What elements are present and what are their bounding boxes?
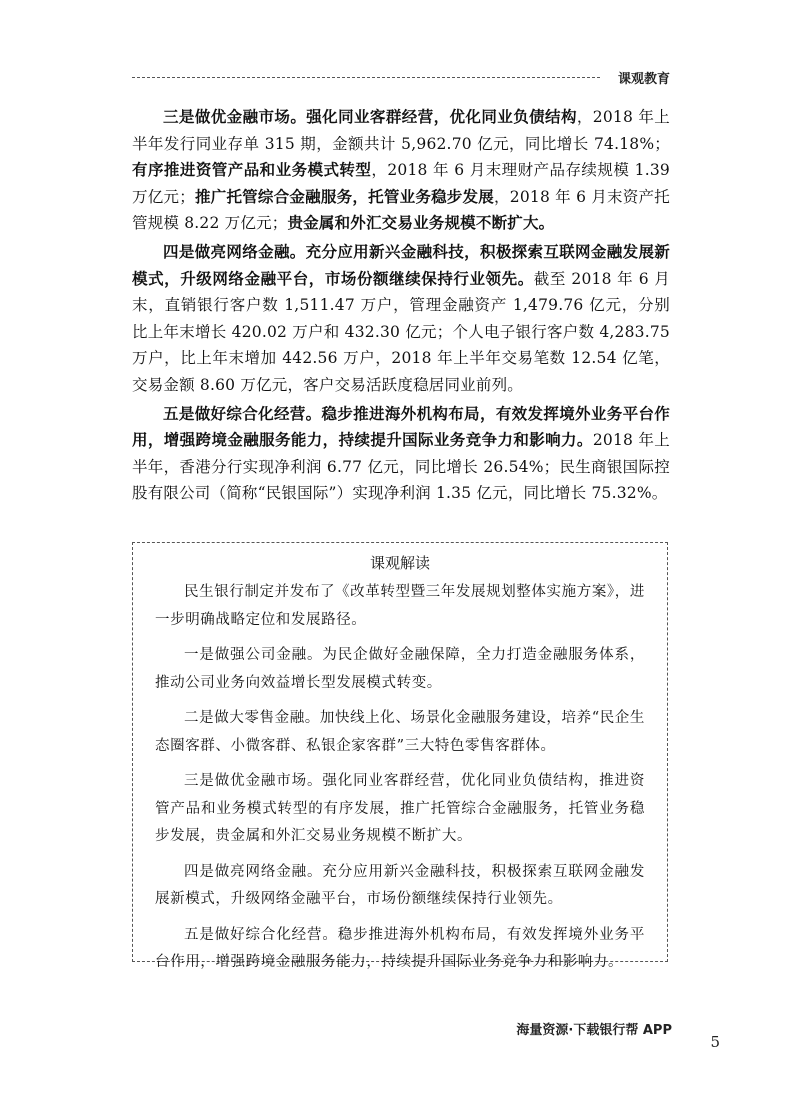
footer-promo-text: 海量资源·下载银行帮 APP: [516, 1023, 672, 1038]
para-segment: ，2018 年 6 月末资产托管规模 8.22 万亿元；: [132, 187, 670, 233]
para-segment: 贵金属和外汇交易业务规模不断扩大。: [287, 214, 555, 233]
interpretation-title: 课观解读: [369, 554, 430, 572]
interpretation-paragraph: 五是做好综合化经营。稳步推进海外机构布局，有效发挥境外业务平台作用，增强跨境金融服务能力，持续提升国际业务竞争力和影响力。: [155, 926, 645, 970]
para-segment: ，2018 年上半年发行同业存单 315 期，金额共计 5,962.70 亿元，同比增长 74.18%；: [132, 108, 671, 153]
para-segment: 2018 年上半年，香港分行实现净利润 6.77 亿元，同比增长 26.54%；民生商银国际控股有限公司（简称“民银国际”）实现净利润 1.35 亿元，同比增长 75.32%。: [132, 431, 670, 503]
para-segment: 五是做好综合化经营。稳步推进海外机构布局，有效发挥境外业务平台作用，增强跨境金融服务能力，持续提升国际业务竞争力和影响力。: [132, 404, 670, 450]
interpretation-paragraph: 二是做大零售金融。加快线上化、场景化金融服务建设，培养“民企生态圈客群、小微客群、私银企家客群”三大特色零售客群体。: [155, 710, 646, 754]
header-dashed-rule: [132, 77, 600, 78]
interpretation-paragraph: 三是做优金融市场。强化同业客群经营，优化同业负债结构，推进资管产品和业务模式转型的有序发展，推广托管综合金融服务，托管业务稳步发展，贵金属和外汇交易业务规模不断扩大。: [155, 773, 645, 844]
interpretation-paragraph: 四是做亮网络金融。充分应用新兴金融科技，积极探索互联网金融发展新模式，升级网络金融平台，市场份额继续保持行业领先。: [155, 863, 645, 907]
para-segment: 有序推进资管产品和业务模式转型: [132, 161, 372, 180]
interpretation-paragraph: 一是做强公司金融。为民企做好金融保障，全力打造金融服务体系，推动公司业务向效益增长型发展模式转变。: [155, 647, 645, 691]
para-segment: 推广托管综合金融服务，托管业务稳步发展: [194, 187, 495, 206]
para-segment: ，2018 年 6 月末理财产品存续规模 1.39 万亿元；: [132, 161, 670, 206]
paragraph-financial-markets: [132, 104, 670, 237]
paragraph-integrated-operations: [132, 401, 670, 507]
header-brand-label: 课观教育: [617, 72, 670, 87]
page-header: [132, 68, 670, 88]
paragraph-online-finance: [132, 239, 670, 399]
para-segment: 四是做亮网络金融。充分应用新兴金融科技，积极探索互联网金融发展新模式，升级网络金融平台，市场份额继续保持行业领先。: [132, 242, 670, 288]
interpretation-paragraph: 民生银行制定并发布了《改革转型暨三年发展规划整体实施方案》，进一步明确战略定位和发展路径。: [155, 584, 645, 628]
para-segment: 三是做优金融市场。强化同业客群经营，优化同业负债结构: [163, 108, 577, 126]
page-number: 5: [710, 1033, 720, 1051]
body-text: [132, 104, 670, 509]
interpretation-box: [132, 542, 668, 970]
para-segment: 截至 2018 年 6 月末，直销银行客户数 1,511.47 万户，管理金融资产 1,479.76 亿元，分别比上年末增长 420.02 万户和 432.30 亿元；个人电子银行客户数 4,283.75 万户，比上年末增加 442.56 万户，2018 年上半年交易笔数 12.54 亿笔，交易金额 8.60 万亿元，客户交易活跃度稳居同业前列。: [132, 269, 670, 394]
